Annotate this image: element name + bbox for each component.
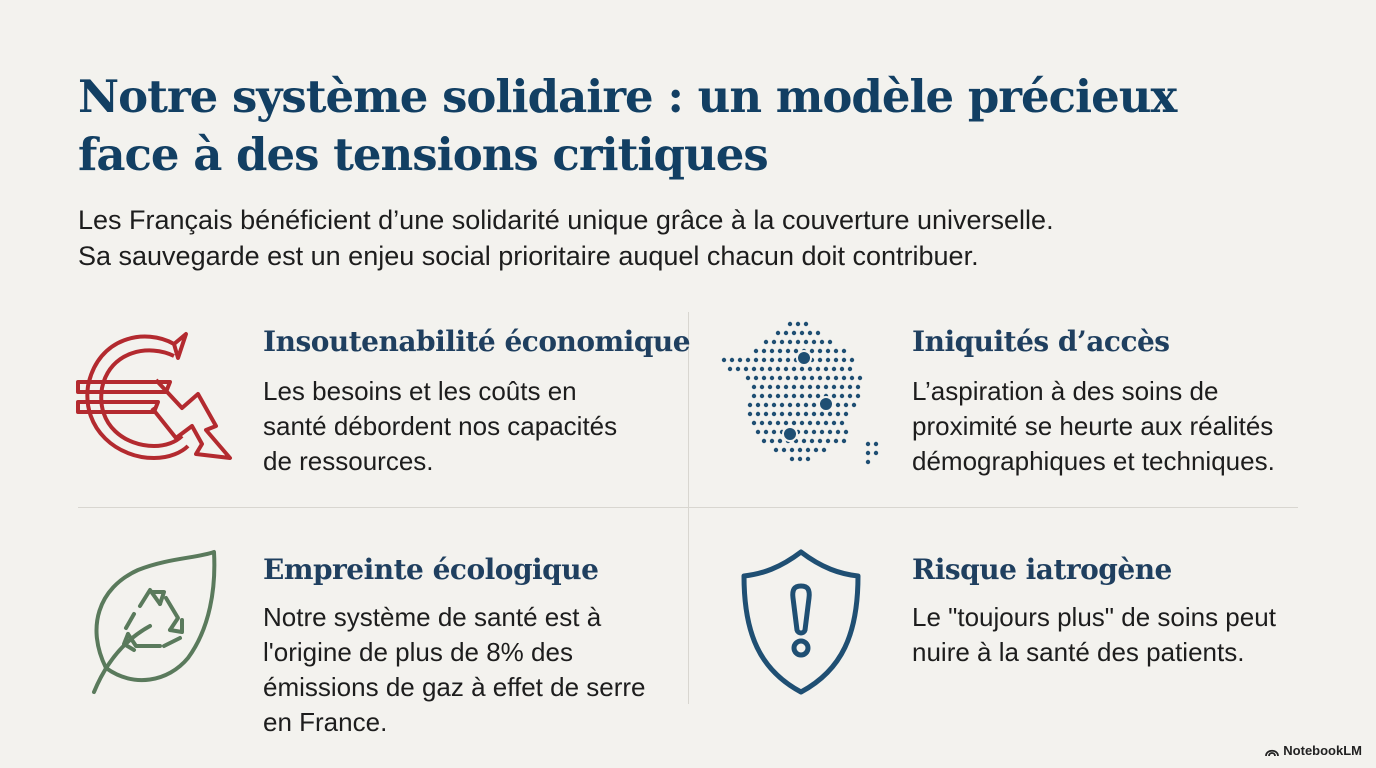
map-dot [834,376,838,380]
map-dot [820,412,824,416]
map-dot [778,376,782,380]
card-text-line: Les besoins et les coûts en [263,376,577,406]
map-dot [812,403,816,407]
map-dot [832,367,836,371]
map-dot [810,349,814,353]
map-dot [800,367,804,371]
map-dot [756,412,760,416]
map-dot [730,358,734,362]
card-title-access: Iniquités d’accès [912,325,1170,358]
map-dot [820,430,824,434]
map-dot [840,367,844,371]
map-dot [762,376,766,380]
map-dot [746,376,750,380]
map-dot [804,412,808,416]
map-dot [776,367,780,371]
map-dot [832,394,836,398]
map-dot [848,367,852,371]
map-dot [760,394,764,398]
card-title-ecology: Empreinte écologique [263,553,599,586]
map-dot [770,349,774,353]
map-location-marker [797,351,811,365]
map-dot [754,376,758,380]
subtitle-line-2: Sa sauvegarde est un enjeu social prioritaire auquel chacun doit contribuer. [78,241,979,271]
map-dot [792,331,796,335]
map-dot [808,367,812,371]
map-dot [780,412,784,416]
map-dot [800,331,804,335]
map-dot [840,385,844,389]
map-dot [840,394,844,398]
map-dot [832,385,836,389]
map-dot [776,331,780,335]
france-map-icon [720,314,890,474]
map-dot [760,367,764,371]
map-dot [756,403,760,407]
map-dot [822,448,826,452]
map-dot [816,367,820,371]
map-dot [800,421,804,425]
map-dot [806,448,810,452]
map-dot [842,376,846,380]
map-dot [840,421,844,425]
map-dot [752,367,756,371]
map-dot [786,376,790,380]
map-dot [826,376,830,380]
title-line-2: face à des tensions critiques [78,128,768,181]
leaf-recycle-icon [88,548,220,696]
map-dot [812,430,816,434]
map-dot [784,421,788,425]
shield-warning-icon [740,548,862,696]
map-dot [786,358,790,362]
map-dot [784,385,788,389]
map-dot [798,457,802,461]
map-dot [842,439,846,443]
map-dot [774,448,778,452]
map-dot [784,367,788,371]
brand-label: NotebookLM [1283,743,1362,758]
map-dot [748,403,752,407]
map-dot [778,349,782,353]
map-dot [808,385,812,389]
map-dot [850,376,854,380]
map-dot [804,430,808,434]
map-dot [796,403,800,407]
map-dot [776,421,780,425]
map-dot [858,376,862,380]
page-subtitle [78,202,1178,274]
map-dot [722,358,726,362]
map-dot [792,421,796,425]
map-dot [824,385,828,389]
map-dot [866,460,870,464]
map-dot [764,412,768,416]
map-dot [768,421,772,425]
map-dot [810,439,814,443]
map-dot [832,421,836,425]
map-dot [802,439,806,443]
map-dot [788,340,792,344]
map-dot [804,403,808,407]
map-dot [848,385,852,389]
map-dot [824,367,828,371]
map-dot [790,448,794,452]
map-dot [828,412,832,416]
map-dot [810,376,814,380]
map-dot [776,394,780,398]
map-dot [806,457,810,461]
map-dot [796,322,800,326]
map-dot [802,376,806,380]
map-dot [798,448,802,452]
card-text-line: nuire à la santé des patients. [912,637,1245,667]
map-dot [816,421,820,425]
map-dot [780,340,784,344]
map-dot [738,358,742,362]
euro-decline-icon [74,330,236,466]
map-dot [794,376,798,380]
map-dot [842,349,846,353]
map-dot [762,349,766,353]
card-title-iatrogenic: Risque iatrogène [912,553,1172,586]
map-dot [836,403,840,407]
map-dot [808,421,812,425]
map-dot [772,430,776,434]
map-dot [804,340,808,344]
map-dot [770,439,774,443]
card-text-line: Notre système de santé est à [263,602,602,632]
page-title [78,68,1198,184]
map-dot [816,331,820,335]
map-dot [828,430,832,434]
title-line-1: Notre système solidaire : un modèle précieux [78,70,1177,123]
map-dot [844,403,848,407]
map-dot [748,412,752,416]
map-dot [790,457,794,461]
map-dot [770,358,774,362]
map-dot [754,349,758,353]
map-dot [786,349,790,353]
map-location-marker [819,397,833,411]
map-dot [756,430,760,434]
card-title-economic: Insoutenabilité économique [263,325,691,358]
map-dot [812,412,816,416]
map-dot [746,358,750,362]
map-dot [778,358,782,362]
map-dot [824,421,828,425]
card-text-line: santé débordent nos capacités [263,411,618,441]
map-dot [844,430,848,434]
map-dot [794,349,798,353]
map-dot [768,394,772,398]
map-dot [800,385,804,389]
map-dot [814,448,818,452]
card-text-line: de ressources. [263,446,434,476]
card-text-line: Le "toujours plus" de soins peut [912,602,1276,632]
card-text-iatrogenic [912,600,1276,670]
vertical-divider [688,312,689,704]
map-dot [816,385,820,389]
map-dot [844,412,848,416]
map-dot [828,340,832,344]
card-text-economic [263,374,617,479]
map-dot [788,322,792,326]
map-dot [850,358,854,362]
card-text-line: l'origine de plus de 8% des [263,637,573,667]
map-dot [772,340,776,344]
map-dot [780,403,784,407]
map-dot [818,376,822,380]
map-dot [752,394,756,398]
map-dot [760,421,764,425]
card-text-ecology [263,600,646,740]
map-dot [764,403,768,407]
map-dot [834,358,838,362]
map-dot [744,367,748,371]
subtitle-line-1: Les Français bénéficient d’une solidarité unique grâce à la couverture universelle. [78,205,1054,235]
map-dot [818,358,822,362]
map-dot [762,439,766,443]
map-dot [866,451,870,455]
map-dot [856,385,860,389]
map-dot [818,439,822,443]
map-dot [764,430,768,434]
map-dot [808,394,812,398]
map-dot [728,367,732,371]
map-dot [762,358,766,362]
map-dot [796,340,800,344]
map-dot [836,430,840,434]
map-dot [848,394,852,398]
map-dot [782,448,786,452]
notebooklm-brand [1265,743,1362,758]
map-dot [776,385,780,389]
horizontal-divider [78,507,1298,508]
map-dot [784,394,788,398]
map-dot [874,442,878,446]
map-dot [772,412,776,416]
notebooklm-logo-icon [1265,745,1279,757]
card-text-line: démographiques et techniques. [912,446,1275,476]
map-dot [770,376,774,380]
map-dot [784,331,788,335]
map-dot [826,358,830,362]
map-dot [834,439,838,443]
map-dot [792,394,796,398]
map-dot [834,349,838,353]
map-dot [768,367,772,371]
card-text-line: proximité se heurte aux réalités [912,411,1274,441]
map-dot [826,349,830,353]
map-dot [778,439,782,443]
map-dot [792,367,796,371]
map-dot [866,442,870,446]
map-dot [836,412,840,416]
card-text-access [912,374,1275,479]
map-dot [818,349,822,353]
map-dot [796,412,800,416]
map-dot [760,385,764,389]
map-dot [764,340,768,344]
card-text-line: émissions de gaz à effet de serre [263,672,646,702]
map-dot [752,421,756,425]
card-text-line: en France. [263,707,388,737]
map-dot [852,403,856,407]
map-dot [792,385,796,389]
map-dot [804,322,808,326]
map-dot [812,340,816,344]
map-dot [808,331,812,335]
map-dot [856,394,860,398]
map-dot [816,394,820,398]
map-dot [754,358,758,362]
map-dot [820,340,824,344]
map-dot [772,403,776,407]
map-dot [788,403,792,407]
map-dot [842,358,846,362]
map-dot [768,385,772,389]
map-location-marker [783,427,797,441]
map-dot [752,385,756,389]
map-dot [826,439,830,443]
map-dot [800,394,804,398]
map-dot [736,367,740,371]
map-dot [874,451,878,455]
map-dot [788,412,792,416]
card-text-line: L’aspiration à des soins de [912,376,1219,406]
